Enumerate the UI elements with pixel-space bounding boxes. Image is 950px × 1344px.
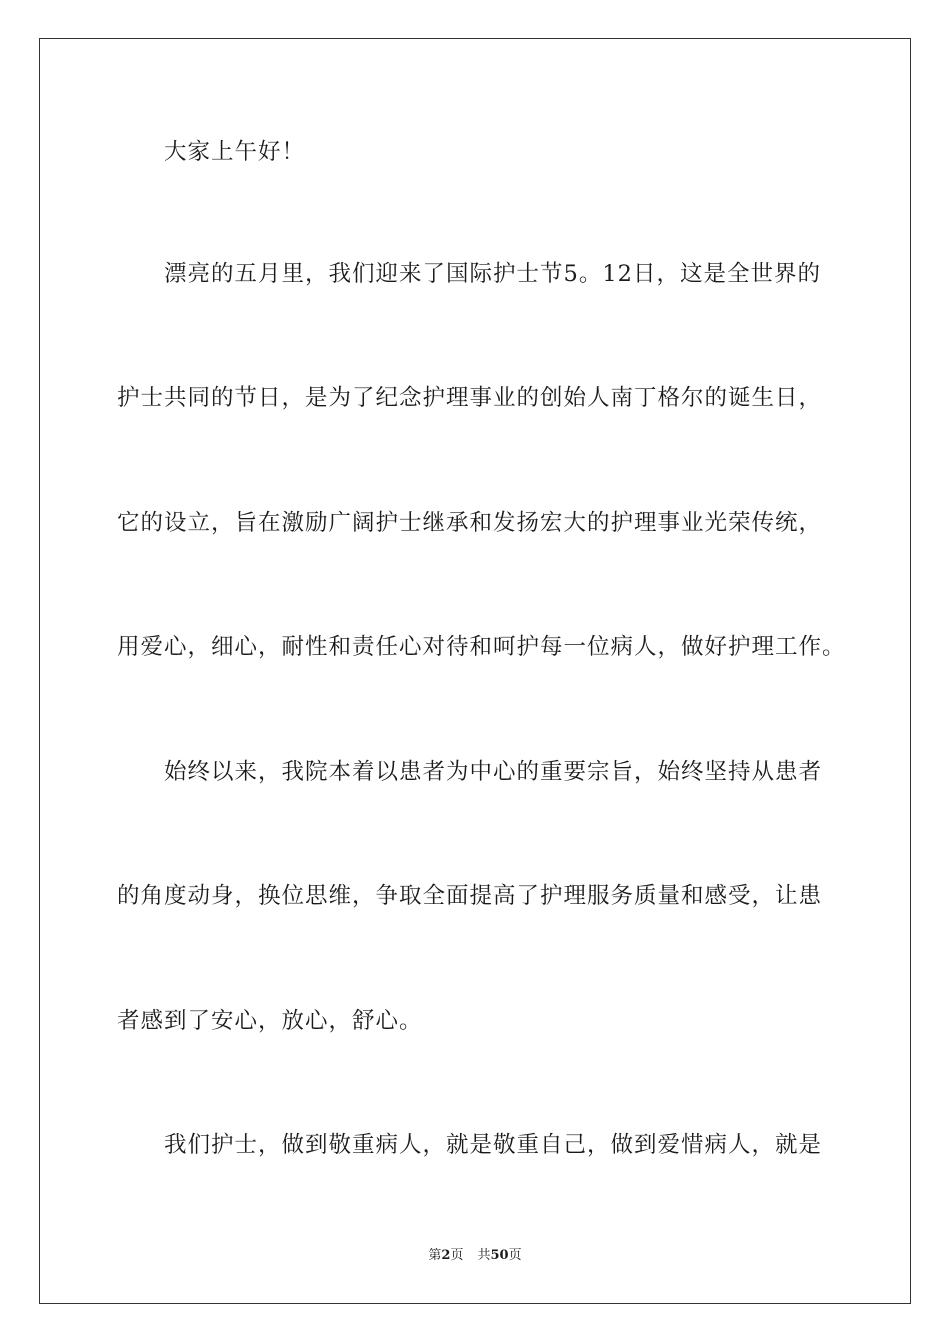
text-line: 漂亮的五月里，我们迎来了国际护士节5。12日，这是全世界的 [164, 261, 821, 287]
page-prefix: 第 [428, 1248, 442, 1263]
page-unit: 页 [450, 1248, 464, 1263]
text-line: 始终以来，我院本着以患者为中心的重要宗旨，始终坚持从患者 [164, 759, 823, 785]
text-line: 我们护士，做到敬重病人，就是敬重自己，做到爱惜病人，就是 [164, 1132, 823, 1158]
text-line: 的角度动身，换位思维，争取全面提高了护理服务质量和感受，让患 [117, 883, 823, 909]
text-line: 它的设立，旨在激励广阔护士继承和发扬宏大的护理事业光荣传统， [117, 510, 823, 536]
page-footer [0, 1247, 950, 1265]
text-line: 护士共同的节日，是为了纪念护理事业的创始人南丁格尔的诞生日， [117, 385, 823, 411]
total-prefix: 共 [477, 1248, 491, 1263]
text-line: 者感到了安心，放心，舒心。 [117, 1008, 423, 1034]
text-line-greeting: 大家上午好！ [164, 139, 306, 165]
page-border [39, 38, 911, 1304]
text-line: 用爱心，细心，耐性和责任心对待和呵护每一位病人，做好护理工作。 [117, 634, 846, 660]
total-unit: 页 [508, 1248, 522, 1263]
page-total: 50 [490, 1248, 509, 1263]
page-number: 2 [441, 1248, 451, 1263]
